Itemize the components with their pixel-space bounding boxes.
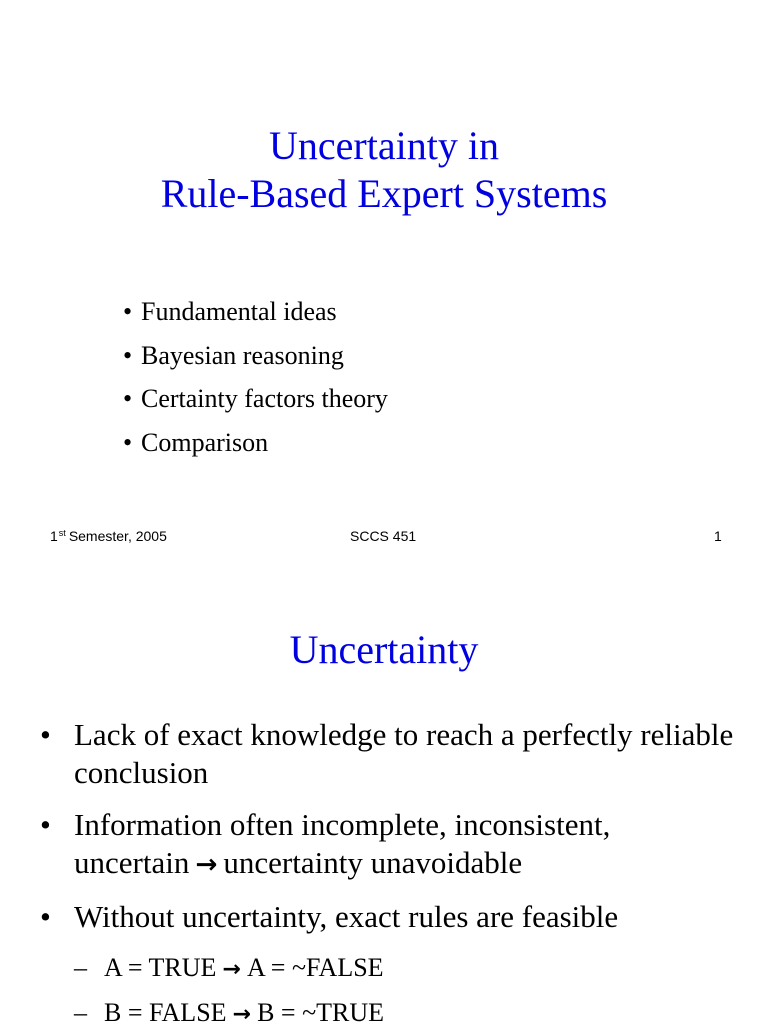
- slide-2: [0, 576, 768, 1027]
- list-item: [40, 898, 740, 936]
- dash-icon: –: [74, 953, 87, 982]
- footer-page-number: 1: [714, 528, 722, 544]
- topic-list: [123, 290, 388, 464]
- rule-left: B = FALSE: [104, 998, 227, 1027]
- list-item-text: [74, 806, 740, 884]
- topic-item: [123, 290, 388, 334]
- list-item-text-part: uncertainty unavoidable: [223, 845, 523, 880]
- title-line-2: Rule-Based Expert Systems: [160, 171, 608, 216]
- semester-suffix: st: [58, 528, 66, 538]
- semester-text: Semester, 2005: [68, 528, 167, 544]
- semester-number: 1: [50, 528, 58, 544]
- bullet-icon: •: [40, 717, 51, 752]
- topic-text: Certainty factors theory: [141, 384, 388, 413]
- list-item: [40, 806, 740, 884]
- slide-footer: [0, 528, 768, 548]
- bullet-icon: •: [123, 297, 133, 326]
- topic-text: Comparison: [141, 427, 269, 457]
- topic-text: Fundamental ideas: [141, 297, 337, 326]
- bullet-icon: •: [123, 427, 133, 457]
- rule-right: A = ~FALSE: [246, 953, 384, 982]
- topic-item: [123, 377, 388, 421]
- topic-item: [123, 334, 388, 378]
- uncertainty-list: [40, 716, 740, 950]
- arrow-right-icon: →: [222, 956, 241, 982]
- arrow-right-icon: →: [232, 1001, 252, 1027]
- bullet-icon: •: [123, 384, 133, 413]
- list-item-text-part: Information often incomplete, inconsistent, uncertain: [74, 807, 611, 880]
- sub-item: [74, 991, 384, 1036]
- bullet-icon: •: [40, 899, 51, 934]
- bullet-icon: •: [123, 340, 133, 370]
- rule-right: B = ~TRUE: [257, 998, 385, 1027]
- slide-1-title: [0, 122, 768, 218]
- rule-left: A = TRUE: [104, 953, 217, 982]
- bullet-icon: •: [40, 807, 51, 842]
- title-line-1: Uncertainty in: [269, 123, 499, 168]
- footer-course: SCCS 451: [350, 528, 417, 544]
- list-item-text: Without uncertainty, exact rules are feasible: [74, 899, 619, 934]
- topic-item: [123, 421, 388, 465]
- topic-text: Bayesian reasoning: [141, 340, 344, 370]
- rule-examples: [74, 946, 384, 1036]
- slide-2-title: Uncertainty: [289, 627, 479, 672]
- sub-item: [74, 946, 384, 991]
- list-item-text: Lack of exact knowledge to reach a perfectly reliable conclusion: [74, 717, 734, 790]
- arrow-right-icon: →: [195, 850, 218, 880]
- dash-icon: –: [74, 998, 87, 1027]
- footer-semester: [50, 528, 167, 544]
- list-item: [40, 716, 740, 792]
